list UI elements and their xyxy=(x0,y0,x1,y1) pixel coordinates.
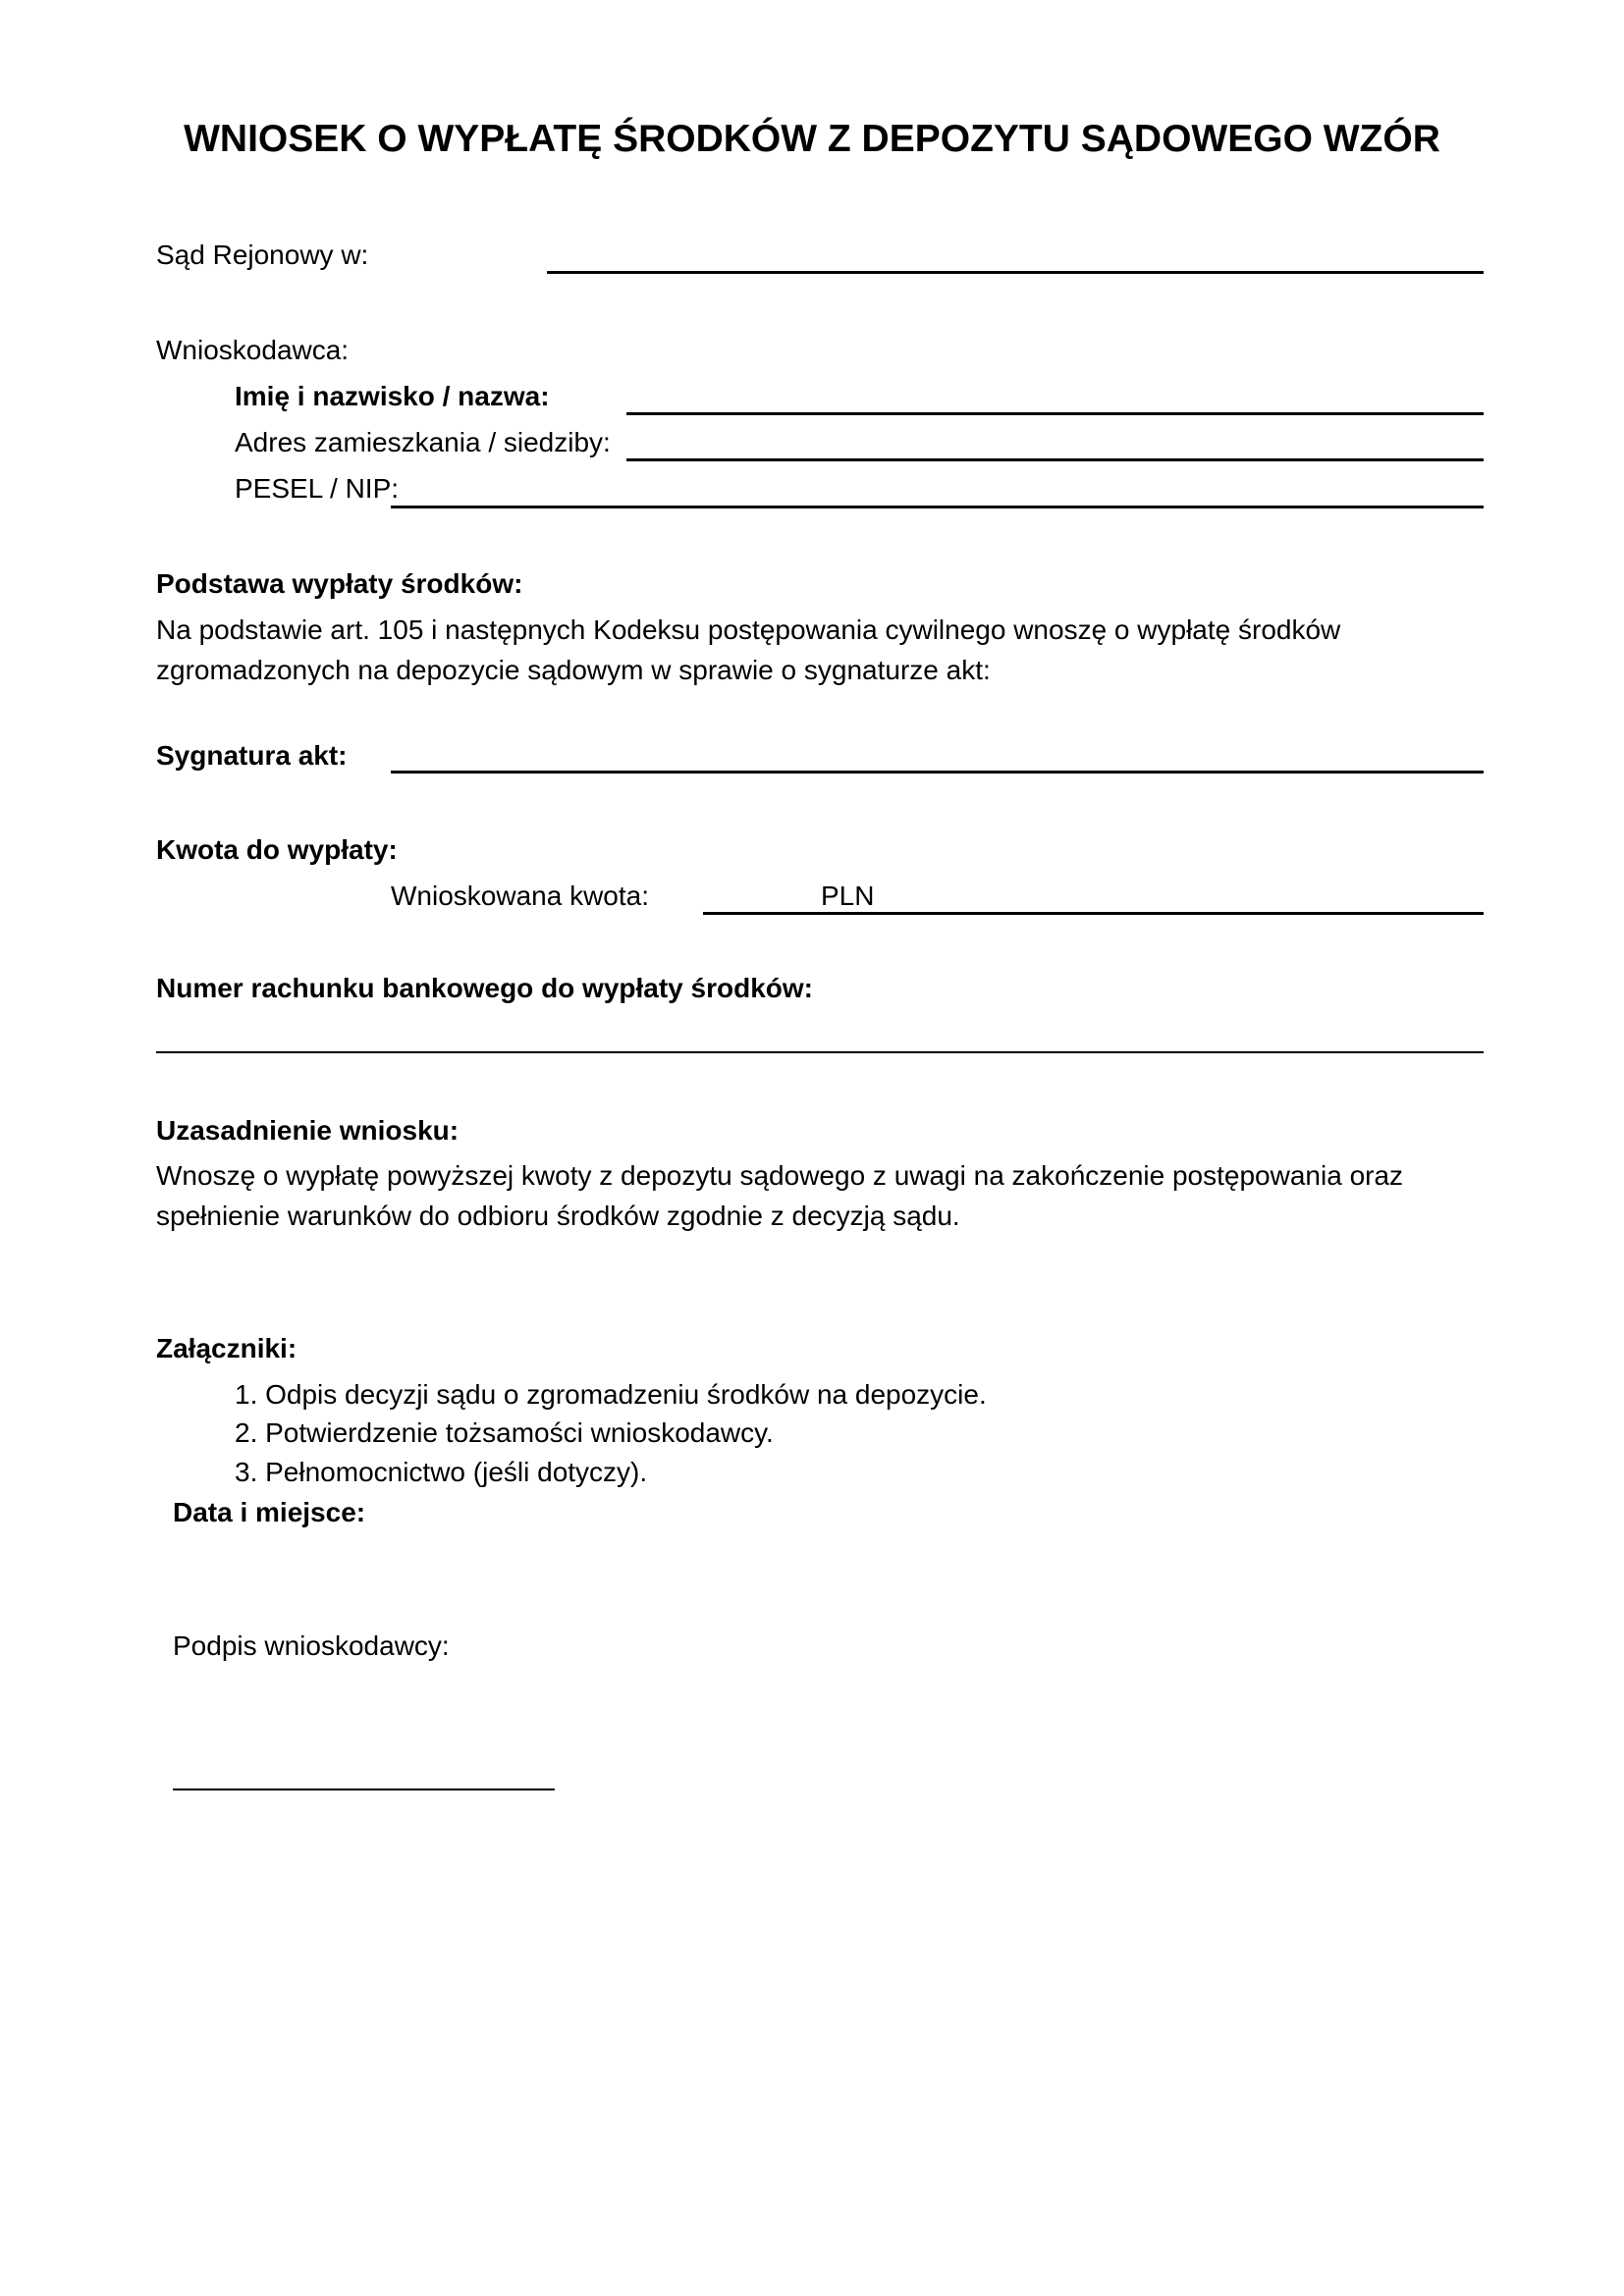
court-field-line[interactable] xyxy=(547,271,1484,274)
amount-heading: Kwota do wypłaty: xyxy=(156,834,398,865)
amount-field-line[interactable] xyxy=(703,912,1484,915)
applicant-name-label: Imię i nazwisko / nazwa: xyxy=(235,381,550,411)
amount-label: Wnioskowana kwota: xyxy=(391,881,650,911)
date-place-label: Data i miejsce: xyxy=(173,1497,366,1527)
amount-currency: PLN xyxy=(821,881,875,911)
attachments-heading: Załączniki: xyxy=(156,1333,298,1363)
attachment-item: 2. Potwierdzenie tożsamości wnioskodawcy. xyxy=(235,1417,774,1448)
applicant-pesel-label: PESEL / NIP: xyxy=(235,473,400,504)
attachment-item: 3. Pełnomocnictwo (jeśli dotyczy). xyxy=(235,1457,648,1487)
applicant-label: Wnioskodawca: xyxy=(156,335,350,365)
attachment-item: 1. Odpis decyzji sądu o zgromadzeniu środków na depozycie. xyxy=(235,1379,987,1410)
basis-text-line1: Na podstawie art. 105 i następnych Kodeksu postępowania cywilnego wnoszę o wypłatę środków xyxy=(156,614,1341,645)
court-label: Sąd Rejonowy w: xyxy=(156,240,369,270)
applicant-name-field-line[interactable] xyxy=(626,412,1484,415)
applicant-address-field-line[interactable] xyxy=(626,458,1484,461)
applicant-pesel-field-line[interactable] xyxy=(391,506,1484,508)
justification-text-line1: Wnoszę o wypłatę powyższej kwoty z depozytu sądowego z uwagi na zakończenie postępowania oraz xyxy=(156,1160,1404,1191)
signature-line[interactable] xyxy=(173,1789,555,1790)
justification-heading: Uzasadnienie wniosku: xyxy=(156,1115,460,1146)
signature-label: Podpis wnioskodawcy: xyxy=(173,1630,450,1661)
case-number-label: Sygnatura akt: xyxy=(156,740,348,771)
basis-heading: Podstawa wypłaty środków: xyxy=(156,568,523,599)
bank-account-heading: Numer rachunku bankowego do wypłaty środków: xyxy=(156,973,813,1003)
case-number-field-line[interactable] xyxy=(391,771,1484,774)
justification-text-line2: spełnienie warunków do odbioru środków zgodnie z decyzją sądu. xyxy=(156,1201,960,1231)
basis-text-line2: zgromadzonych na depozycie sądowym w sprawie o sygnaturze akt: xyxy=(156,655,991,685)
bank-account-field-line[interactable] xyxy=(156,1051,1484,1053)
document-title: WNIOSEK O WYPŁATĘ ŚRODKÓW Z DEPOZYTU SĄDOWEGO WZÓR xyxy=(184,118,1440,160)
applicant-address-label: Adres zamieszkania / siedziby: xyxy=(235,427,611,457)
